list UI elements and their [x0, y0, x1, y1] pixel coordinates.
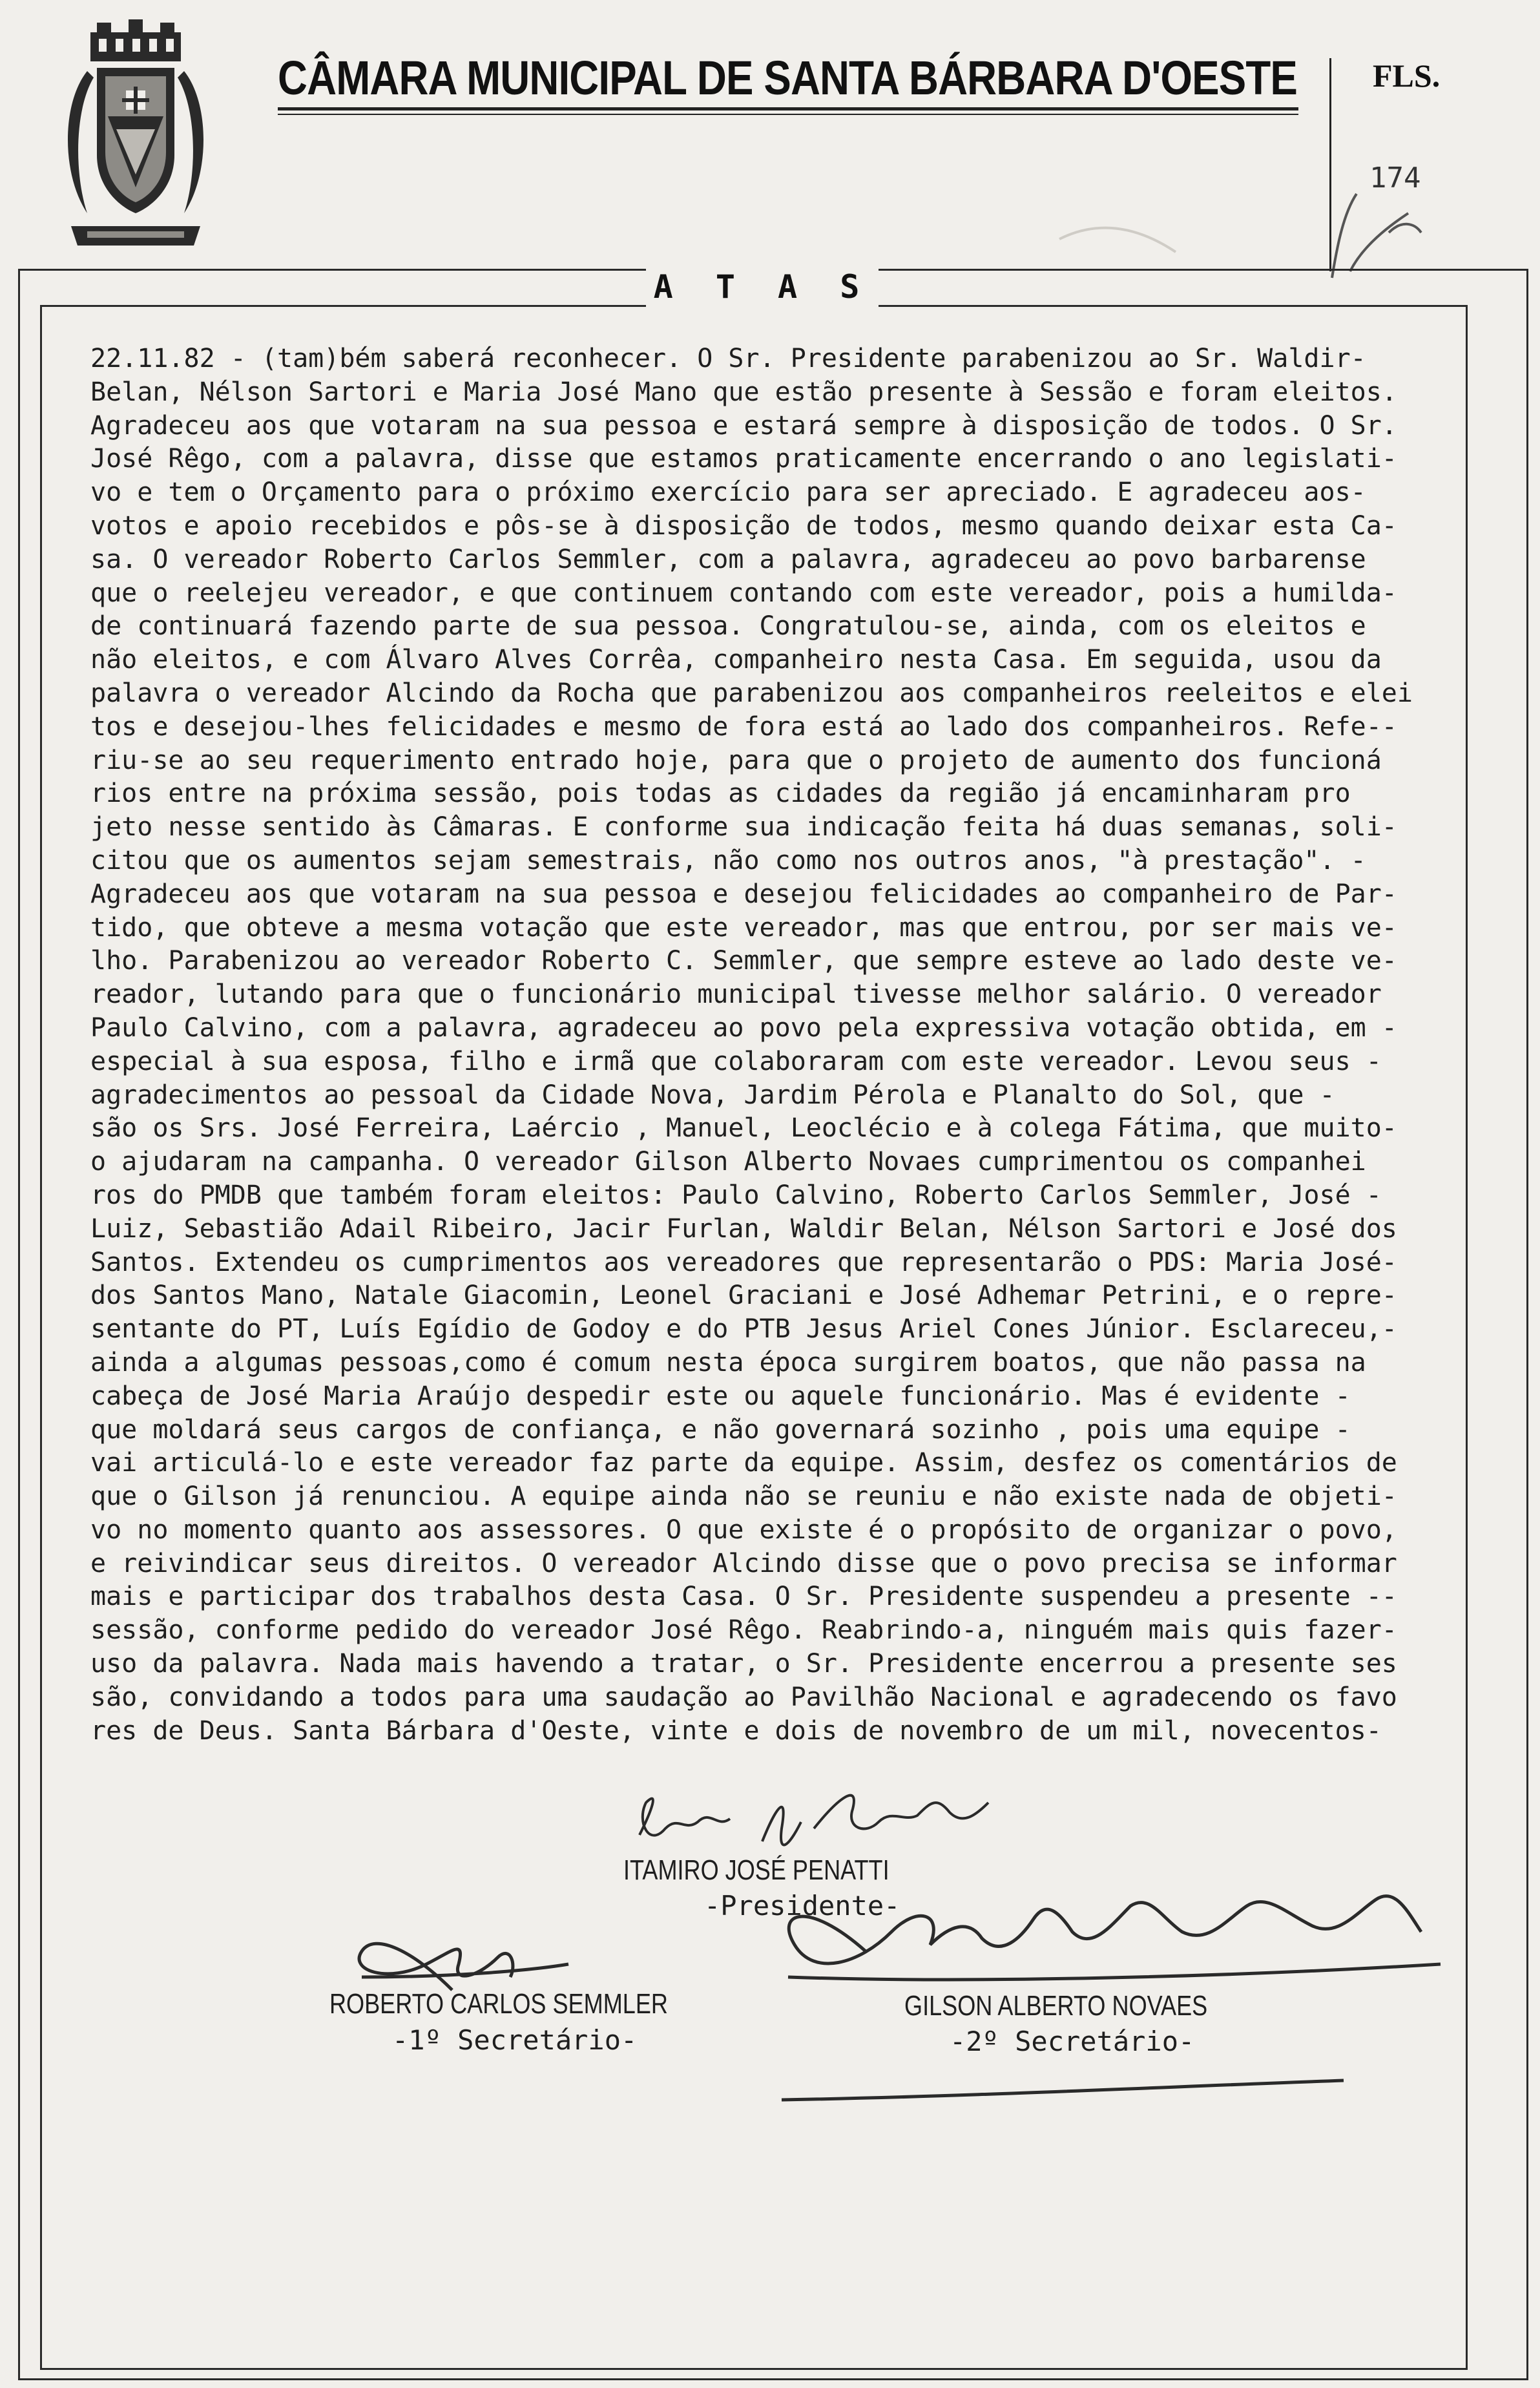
minutes-line: sa. O vereador Roberto Carlos Semmler, com a palavra, agradeceu ao povo barbarense: [90, 544, 1366, 574]
section-title: A T A S: [646, 264, 879, 310]
minutes-line: tido, que obteve a mesma votação que este vereador, mas que entrou, por ser mais ve-: [90, 912, 1397, 943]
minutes-line: 22.11.82 - (tam)bém saberá reconhecer. O Sr. Presidente parabenizou ao Sr. Waldir-: [90, 344, 1366, 373]
minutes-line: mais e participar dos trabalhos desta Casa. O Sr. Presidente suspendeu a presente --: [90, 1582, 1397, 1612]
minutes-line: votos e apoio recebidos e pôs-se à disposição de todos, mesmo quando deixar esta Ca-: [90, 510, 1397, 541]
minutes-line: José Rêgo, com a palavra, disse que estamos praticamente encerrando o ano legislati-: [90, 444, 1397, 474]
president-name: ITAMIRO JOSÉ PENATTI: [623, 1854, 890, 1886]
secretary1-role: -1º Secretário-: [392, 2024, 638, 2056]
minutes-line: reador, lutando para que o funcionário municipal tivesse melhor salário. O vereador: [90, 979, 1382, 1010]
secretary2-role: -2º Secretário-: [950, 2026, 1195, 2057]
minutes-line: cabeça de José Maria Araújo despedir este ou aquele funcionário. Mas é evidente -: [90, 1381, 1351, 1411]
fls-separator: [1329, 58, 1331, 271]
title-rule-thin: [278, 114, 1298, 115]
minutes-line: agradecimentos ao pessoal da Cidade Nova, Jardim Pérola e Planalto do Sol, que -: [90, 1080, 1335, 1110]
minutes-line: jeto nesse sentido às Câmaras. E conforme sua indicação feita há duas semanas, soli-: [90, 812, 1397, 843]
minutes-line: que o Gilson já renunciou. A equipe ainda não se reuniu e não existe nada de objeti-: [90, 1482, 1397, 1512]
minutes-line: e reivindicar seus direitos. O vereador Alcindo disse que o povo precisa se informar: [90, 1548, 1397, 1578]
minutes-line: de continuará fazendo parte de sua pessoa. Congratulou-se, ainda, com os eleitos e: [90, 611, 1366, 642]
minutes-line: rios entre na próxima sessão, pois todas as cidades da região já encaminharam pro: [90, 779, 1351, 809]
minutes-line: Paulo Calvino, com a palavra, agradeceu ao povo pela expressiva votação obtida, em -: [90, 1012, 1397, 1043]
minutes-line: citou que os aumentos sejam semestrais, não como nos outros anos, "à prestação". -: [90, 845, 1366, 875]
minutes-line: que moldará seus cargos de confiança, e não governará sozinho , pois uma equipe -: [90, 1414, 1351, 1445]
minutes-line: vai articulá-lo e este vereador faz parte da equipe. Assim, desfez os comentários de: [90, 1448, 1397, 1478]
minutes-date: 22.11.82: [90, 344, 215, 373]
minutes-line: palavra o vereador Alcindo da Rocha que parabenizou aos companheiros reeleitos e elei: [90, 678, 1413, 708]
minutes-line: res de Deus. Santa Bárbara d'Oeste, vinte e dois de novembro de um mil, novecentos-: [90, 1715, 1382, 1746]
minutes-line: sentante do PT, Luís Egídio de Godoy e do PTB Jesus Ariel Cones Júnior. Esclareceu,-: [90, 1314, 1397, 1345]
minutes-line: o ajudaram na campanha. O vereador Gilson Alberto Novaes cumprimentou os companhei: [90, 1147, 1366, 1177]
title-rule: [278, 107, 1298, 110]
minutes-line: dos Santos Mano, Natale Giacomin, Leonel Graciani e José Adhemar Petrini, e o repre-: [90, 1281, 1397, 1311]
secretary1-name: ROBERTO CARLOS SEMMLER: [329, 1988, 668, 2020]
minutes-line: lho. Parabenizou ao vereador Roberto C. Semmler, que sempre esteve ao lado deste ve-: [90, 946, 1397, 976]
minutes-line: riu-se ao seu requerimento entrado hoje, para que o projeto de aumento dos funcioná: [90, 745, 1382, 775]
minutes-line: uso da palavra. Nada mais havendo a tratar, o Sr. Presidente encerrou a presente ses: [90, 1649, 1397, 1679]
fls-label: FLS.: [1373, 58, 1441, 94]
minutes-line: especial à sua esposa, filho e irmã que colaboraram com este vereador. Levou seus -: [90, 1046, 1382, 1076]
minutes-text: [90, 342, 1466, 1748]
minutes-line: Agradeceu aos que votaram na sua pessoa e desejou felicidades ao companheiro de Par-: [90, 879, 1397, 909]
coat-of-arms-emblem: [61, 19, 210, 258]
minutes-line: vo no momento quanto aos assessores. O que existe é o propósito de organizar o povo,: [90, 1514, 1397, 1545]
minutes-line: Santos. Extendeu os cumprimentos aos vereadores que representarão o PDS: Maria José-: [90, 1247, 1397, 1277]
minutes-line: são, convidando a todos para uma saudação ao Pavilhão Nacional e agradecendo os favo: [90, 1682, 1397, 1712]
minutes-line: ainda a algumas pessoas,como é comum nesta época surgirem boatos, que não passa na: [90, 1347, 1366, 1377]
minutes-line: sessão, conforme pedido do vereador José Rêgo. Reabrindo-a, ninguém mais quis fazer-: [90, 1615, 1397, 1646]
minutes-line: são os Srs. José Ferreira, Laércio , Manuel, Leoclécio e à colega Fátima, que muito-: [90, 1113, 1397, 1144]
president-role: -Presidente-: [704, 1890, 900, 1922]
minutes-line: Belan, Nélson Sartori e Maria José Mano que estão presente à Sessão e foram eleitos.: [90, 377, 1397, 407]
minutes-line: que o reelejeu vereador, e que continuem contando com este vereador, pois a humilda-: [90, 578, 1397, 608]
minutes-line: vo e tem o Orçamento para o próximo exercício para ser apreciado. E agradeceu aos-: [90, 477, 1366, 508]
minutes-line: não eleitos, e com Álvaro Alves Corrêa, companheiro nesta Casa. Em seguida, usou da: [90, 645, 1382, 675]
page-number: 174: [1369, 162, 1421, 194]
minutes-line: tos e desejou-lhes felicidades e mesmo de fora está ao lado dos companheiros. Refe--: [90, 711, 1397, 742]
minutes-line: Agradeceu aos que votaram na sua pessoa e estará sempre à disposição de todos. O Sr.: [90, 410, 1397, 441]
minutes-line: ros do PMDB que também foram eleitos: Paulo Calvino, Roberto Carlos Semmler, José -: [90, 1180, 1382, 1210]
minutes-line: Luiz, Sebastião Adail Ribeiro, Jacir Furlan, Waldir Belan, Nélson Sartori e José dos: [90, 1213, 1397, 1244]
secretary2-name: GILSON ALBERTO NOVAES: [904, 1990, 1208, 2022]
council-title: CÂMARA MUNICIPAL DE SANTA BÁRBARA D'OESTE: [278, 51, 1297, 105]
